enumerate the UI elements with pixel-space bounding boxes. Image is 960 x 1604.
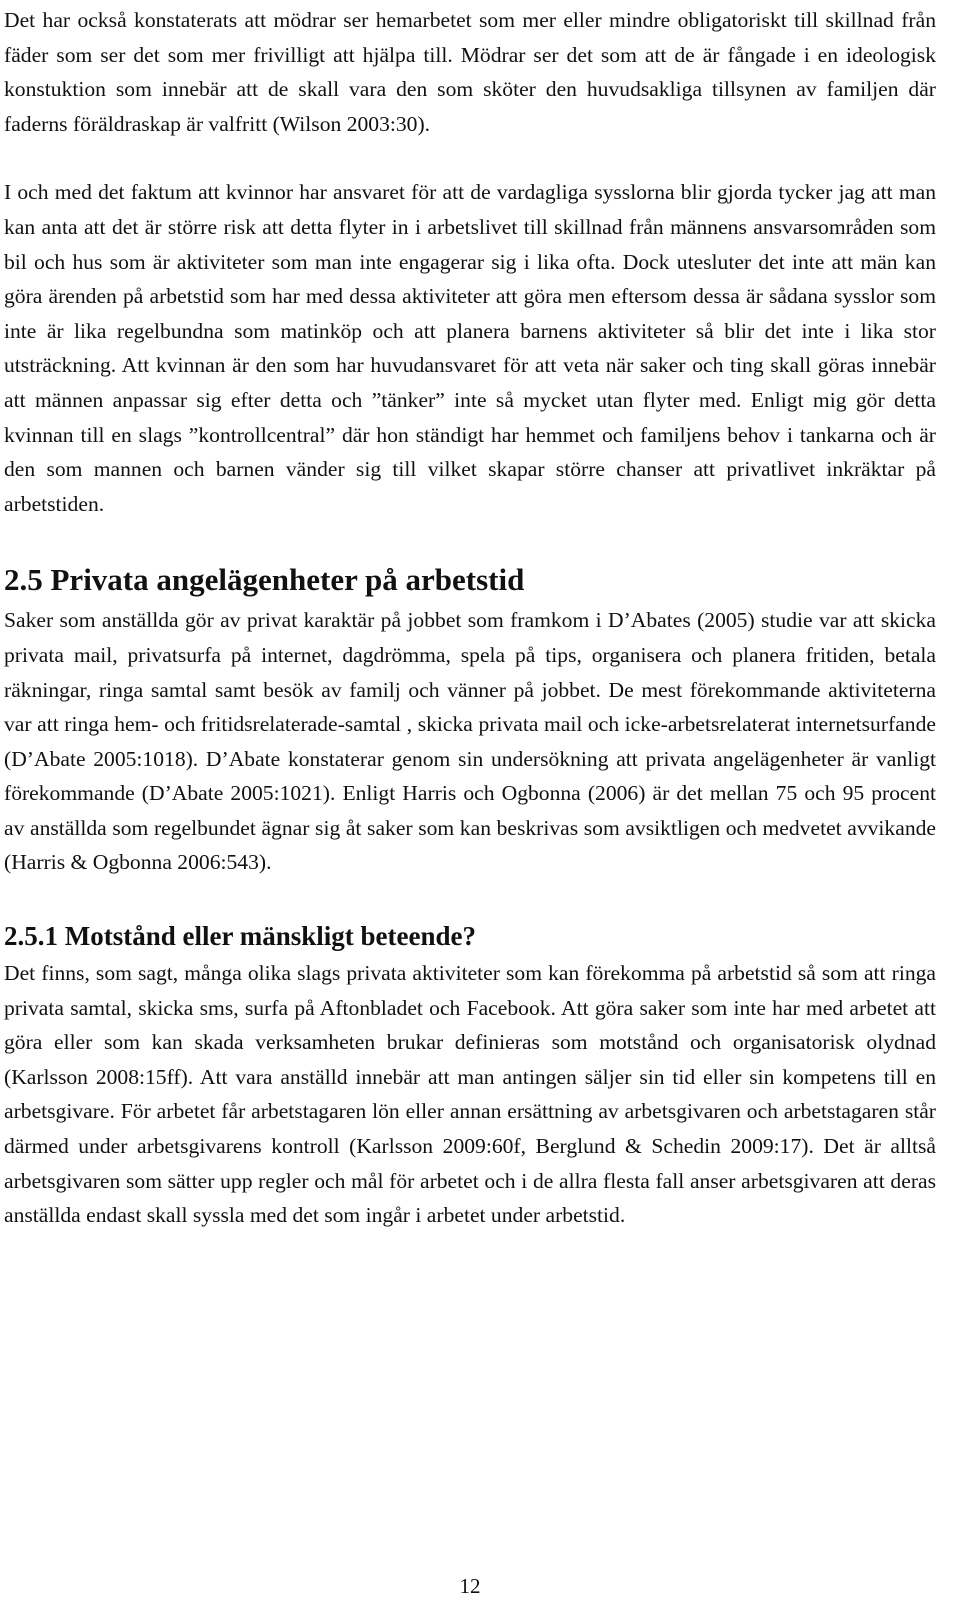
subsection-heading-2-5-1: 2.5.1 Motstånd eller mänskligt beteende? — [4, 921, 476, 952]
page-number: 12 — [459, 1574, 481, 1598]
body-paragraph-1: Det har också konstaterats att mödrar ser hemarbetet som mer eller mindre obligatoriskt till skillnad från fäder som ser det som mer frivilligt att hjälpa till. Mödrar ser det som att de är fångade i en ideologisk konstuktion som innebär att de skall vara den som sköter den huvudsakliga tillsynen av familjen där faderns föräldraskap är valfritt (Wilson 2003:30). — [4, 8, 936, 136]
section-2-5-1-paragraph: Det finns, som sagt, många olika slags privata aktiviteter som kan förekomma på arbetstid så som att ringa privata samtal, skicka sms, surfa på Aftonbladet och Facebook. Att göra saker som inte har med arbetet att göra eller som kan skada verksamheten brukar definieras som motstånd och organisatorisk olydnad (Karlsson 2008:15ff). Att vara anställd innebär att man antingen säljer sin tid eller sin kompetens till en arbetsgivare. För arbetet får arbetstagaren lön eller annan ersättning av arbetsgivaren och arbetstagaren står därmed under arbetsgivarens kontroll (Karlsson 2009:60f, Berglund & Schedin 2009:17). Det är alltså arbetsgivaren som sätter upp regler och mål för arbetet och i de allra flesta fall anser arbetsgivaren att deras anställda endast skall syssla med det som ingår i arbetet under arbetstid. — [4, 961, 936, 1228]
section-2-5-paragraph: Saker som anställda gör av privat karaktär på jobbet som framkom i D’Abates (2005) studie var att skicka privata mail, privatsurfa på internet, dagdrömma, spela på tips, organisera och planera fritiden, betala räkningar, ringa samtal samt besök av familj och vänner på jobbet. De mest förekommande aktiviteterna var att ringa hem- och fritidsrelaterade-samtal , skicka privata mail och icke-arbetsrelaterat internetsurfande (D’Abate 2005:1018). D’Abate konstaterar genom sin undersökning att privata angelägenheter är vanligt förekommande (D’Abate 2005:1021). Enligt Harris och Ogbonna (2006) är det mellan 75 och 95 procent av anställda som regelbundet ägnar sig åt saker som kan beskrivas som avsiktligen och medvetet avvikande (Harris & Ogbonna 2006:543). — [4, 608, 936, 875]
body-paragraph-2: I och med det faktum att kvinnor har ansvaret för att de vardagliga sysslorna blir gjorda tycker jag att man kan anta att det är större risk att detta flyter in i arbetslivet till skillnad från männens ansvarsområden som bil och hus som är aktiviteter som man inte engagerar sig i lika ofta. Dock utesluter det inte att män kan göra ärenden på arbetstid som har med dessa aktiviteter att göra men eftersom dessa är sådana sysslor som inte är lika regelbundna som matinköp och att planera barnens aktiviteter så blir det inte i lika stor utsträckning. Att kvinnan är den som har huvudansvaret för att veta när saker och ting skall göras innebär att männen anpassar sig efter detta och ”tänker” inte så mycket utan flyter med. Enligt mig gör detta kvinnan till en slags ”kontrollcentral” där hon ständigt har hemmet och familjens behov i tankarna och är den som mannen och barnen vänder sig till vilket skapar större chanser att privatlivet inkräktar på arbetstiden. — [4, 180, 936, 516]
section-heading-2-5: 2.5 Privata angelägenheter på arbetstid — [4, 562, 525, 598]
